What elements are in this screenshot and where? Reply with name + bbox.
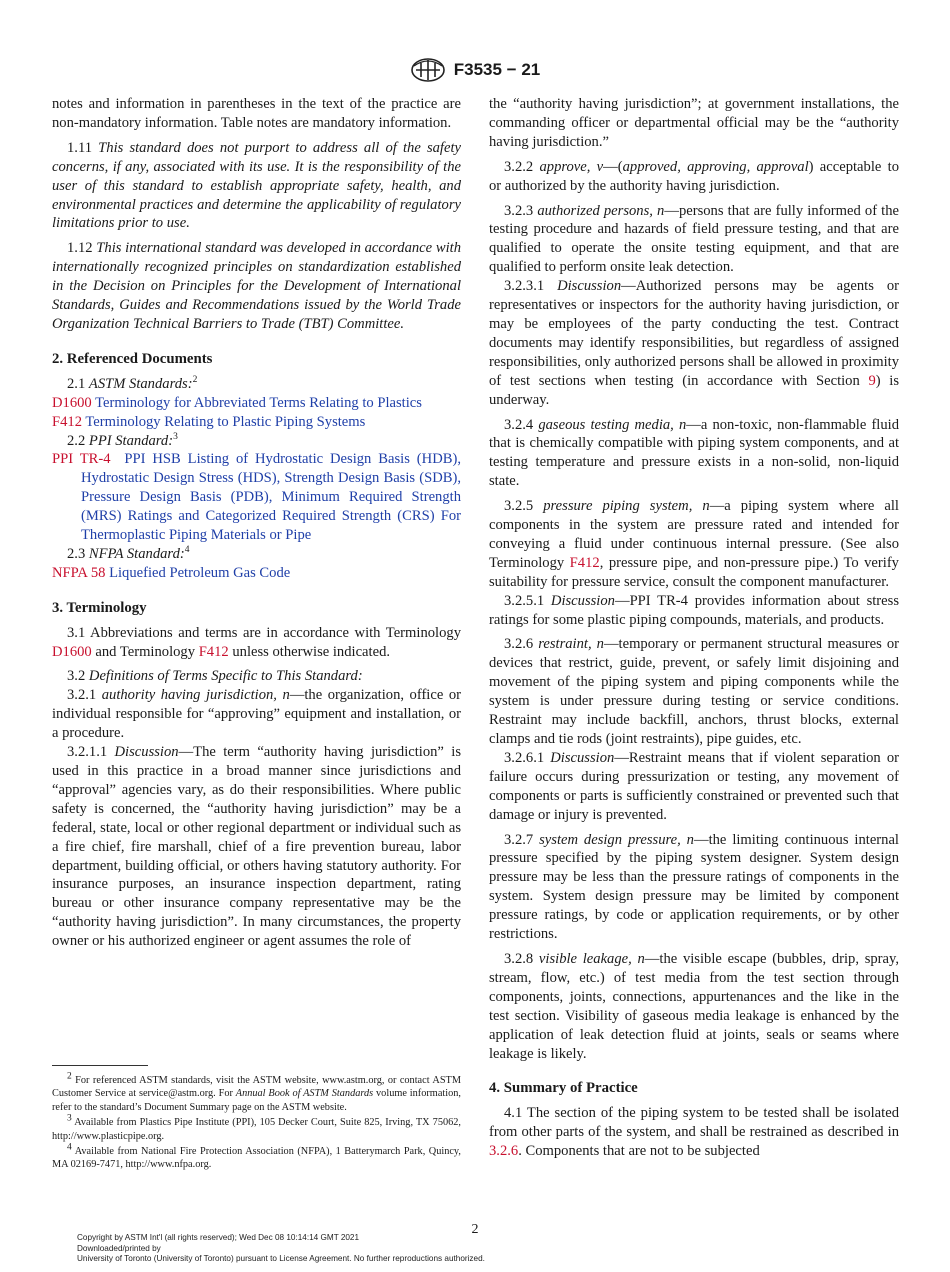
- paragraph-3-2-1: 3.2.1 authority having jurisdiction, n—the organization, office or individual responsible for “approving” equipment and installation, or a procedure.: [52, 687, 461, 742]
- reference-ppi-tr4[interactable]: PPI TR-4 PPI HSB Listing of Hydrostatic Design Basis (HDB), Hydrostatic Design Stress (HDS), Strength Design Basis (SDB), Pressure Design Basis (PDB), Minimum Required Strength (MRS) Ratings and Categorized Required Strength (CRS) For Thermoplastic Piping Materials or Pipe: [52, 451, 461, 544]
- paragraph-1-12: 1.12 This international standard was developed in accordance with internationally recognized principles on standardization established in the Decision on Principles for the Development of International Standards, Guides and Recommendations issued by the World Trade Organization Technical Barriers to Trade (TBT) Committee.: [52, 240, 461, 332]
- paragraph-3-2-6-1: 3.2.6.1 Discussion—Restraint means that if violent separation or failure occurs during pressurization or testing, any movement of components or parts is sufficiently constrained or prevented such that damage or injury is prevented.: [489, 749, 899, 823]
- copyright-notice: [77, 1233, 485, 1265]
- page-header: [0, 57, 950, 83]
- subsection-2-1: 2.1 ASTM Standards:$^2$: [67, 374, 198, 392]
- link-d1600[interactable]: D1600: [52, 643, 92, 660]
- paragraph-3-1: 3.1 Abbreviations and terms are in accordance with Terminology D1600 and Terminology F412 unless otherwise indicated.: [52, 624, 461, 660]
- paragraph-continuation: notes and information in parentheses in the text of the practice are non-mandatory information. Table notes are mandatory information.: [52, 96, 461, 131]
- subsection-2-3: 2.3 NFPA Standard:$^4$: [67, 545, 190, 562]
- section-heading-referenced-documents: 2. Referenced Documents: [52, 350, 213, 367]
- footnote-2: $^2$ For referenced ASTM standards, visit the ASTM website, www.astm.org, or contact ASTM Customer Service at service@astm.org. For Annual Book of ASTM Standards volume information, refer to the standard’s Document Summary page on the ASTM website.: [52, 1071, 462, 1113]
- paragraph-3-2-1-1: 3.2.1.1 Discussion—The term “authority having jurisdiction” is used in this practice in a broad manner since jurisdictions and “approval” agencies vary, as do their responsibilities. Where public safety is concerned, the “authority having jurisdiction” may be a federal, state, local or other regional department or individual such as a fire chief, fire marshall, chief of a fire prevention bureau, labor department, building official, or others having statutory authority. For insurance purposes, an insurance inspection department, rating bureau or other insurance company representative may be the “authority having jurisdiction”. In many circumstances, the property owner or his authorized engineer or agent assumes the role of: [52, 744, 462, 950]
- reference-nfpa58[interactable]: NFPA 58 Liquefied Petroleum Gas Code: [52, 564, 291, 581]
- astm-logo-icon: [410, 57, 446, 83]
- paragraph-1-11: 1.11 This standard does not purport to address all of the safety concerns, if any, associated with its use. It is the responsibility of the user of this standard to establish appropriate safety, health, and environmental practices and determine the applicability of regulatory limitations prior to use.: [52, 139, 461, 232]
- paragraph-3-2-2: 3.2.2 approve, v—(approved, approving, approval) acceptable to or authorized by the authority having jurisdiction.: [489, 158, 899, 194]
- reference-d1600[interactable]: D1600 Terminology for Abbreviated Terms Relating to Plastics: [52, 394, 422, 411]
- left-column: [52, 95, 461, 951]
- paragraph-3-2-4: 3.2.4 gaseous testing media, n—a non-toxic, non-flammable fluid that is chemically compatible with piping system components, and at testing temperature and pressure exists in a non-solid, non-liquid state.: [489, 416, 900, 490]
- paragraph-3-2-6: 3.2.6 restraint, n—temporary or permanent structural measures or devices that restrict, guide, prevent, or safely limit disjoining and movement of the piping system and piping components while the system is under pressure during testing or service conditions. Restraint may include backfill, anchors, thrust blocks, external clamps and tie rods (joint restraints), pipe guides, etc.: [489, 636, 900, 747]
- reference-f412[interactable]: F412 Terminology Relating to Plastic Piping Systems: [52, 413, 366, 430]
- paragraph-3-2-8: 3.2.8 visible leakage, n—the visible escape (bubbles, drip, spray, stream, flow, etc.) of test media from the test section through components, joints, connections, appurtenances and the like in the test section. Visibility of gaseous media leakage is enhanced by the application of leak detection fluid at joints, seals or seams where leakage is likely.: [489, 950, 900, 1062]
- footnote-divider: [52, 1065, 148, 1066]
- link-3-2-6[interactable]: 3.2.6: [489, 1143, 519, 1160]
- paragraph-3-2: 3.2 Definitions of Terms Specific to This Standard:: [67, 668, 363, 685]
- section-heading-terminology: 3. Terminology: [52, 599, 147, 616]
- page-number: 2: [471, 1222, 479, 1237]
- link-section-9[interactable]: 9: [868, 372, 876, 389]
- paragraph-3-2-3-1: 3.2.3.1 Discussion—Authorized persons may be agents or representatives or inspectors for the authority having jurisdiction, or may be employees of the party conducting the test. Contract documents may identify responsibilities, but regardless of assigned responsibilities, only authorized persons shall be allowed in proximity of test sections when testing (in accordance with Section 9) is underway.: [489, 278, 900, 408]
- copyright-line-2: Downloaded/printed by: [77, 1243, 161, 1253]
- subsection-2-2: 2.2 PPI Standard:$^3$: [67, 431, 178, 449]
- footnotes: [52, 1071, 462, 1174]
- paragraph-3-2-3: 3.2.3 authorized persons, n—persons that are fully informed of the testing procedure and hazards of field pressure testing, and that are qualified to operate the onsite testing equipment, and that are qualified to perform onsite leak detection.: [489, 202, 899, 276]
- footnote-4: $^4$ Available from National Fire Protection Association (NFPA), 1 Batterymarch Park, Quincy, MA 02169-7471, http://www.nfpa.org.: [52, 1142, 461, 1171]
- paragraph-3-2-7: 3.2.7 system design pressure, n—the limiting continuous internal pressure specified by the piping system designer. System design pressure may be less than the pressure ratings of components in the system. System design pressure may be limited by component pressure ratings, by code or application requirements, or by other restrictions.: [489, 831, 899, 943]
- section-heading-summary-of-practice: 4. Summary of Practice: [489, 1080, 638, 1097]
- right-column: [489, 95, 899, 1167]
- link-f412-right[interactable]: F412: [569, 554, 600, 571]
- paragraph-continuation-right: the “authority having jurisdiction”; at government installations, the commanding officer or departmental official may be the “authority having jurisdiction.”: [489, 96, 899, 150]
- copyright-line-1: Copyright by ASTM Int'l (all rights reserved); Wed Dec 08 10:14:14 GMT 2021: [77, 1233, 360, 1242]
- document-code: F3535 − 21: [453, 60, 541, 79]
- copyright-line-3: University of Toronto (University of Toronto) pursuant to License Agreement. No further reproductions authorized.: [77, 1254, 485, 1264]
- paragraph-4-1: 4.1 The section of the piping system to be tested shall be isolated from other parts of the system, and shall be restrained as described in 3.2.6. Components that are not to be subjected: [489, 1105, 899, 1160]
- link-f412[interactable]: F412: [198, 643, 229, 660]
- paragraph-3-2-5: 3.2.5 pressure piping system, n—a piping system where all components in the system are pressure rated and intended for conveying a fluid under continuous internal pressure. (See also Terminology F412, pressure pipe, and non-pressure pipe.) To verify suitability for pressure service, consult the component manufacturer.: [489, 498, 899, 590]
- paragraph-3-2-5-1: 3.2.5.1 Discussion—PPI TR-4 provides information about stress ratings for some plastic piping compounds, materials, and products.: [489, 592, 899, 628]
- footnote-3: $^3$ Available from Plastics Pipe Institute (PPI), 105 Decker Court, Suite 825, Irving, TX 75062, http://www.plasticpipe.org.: [52, 1113, 461, 1142]
